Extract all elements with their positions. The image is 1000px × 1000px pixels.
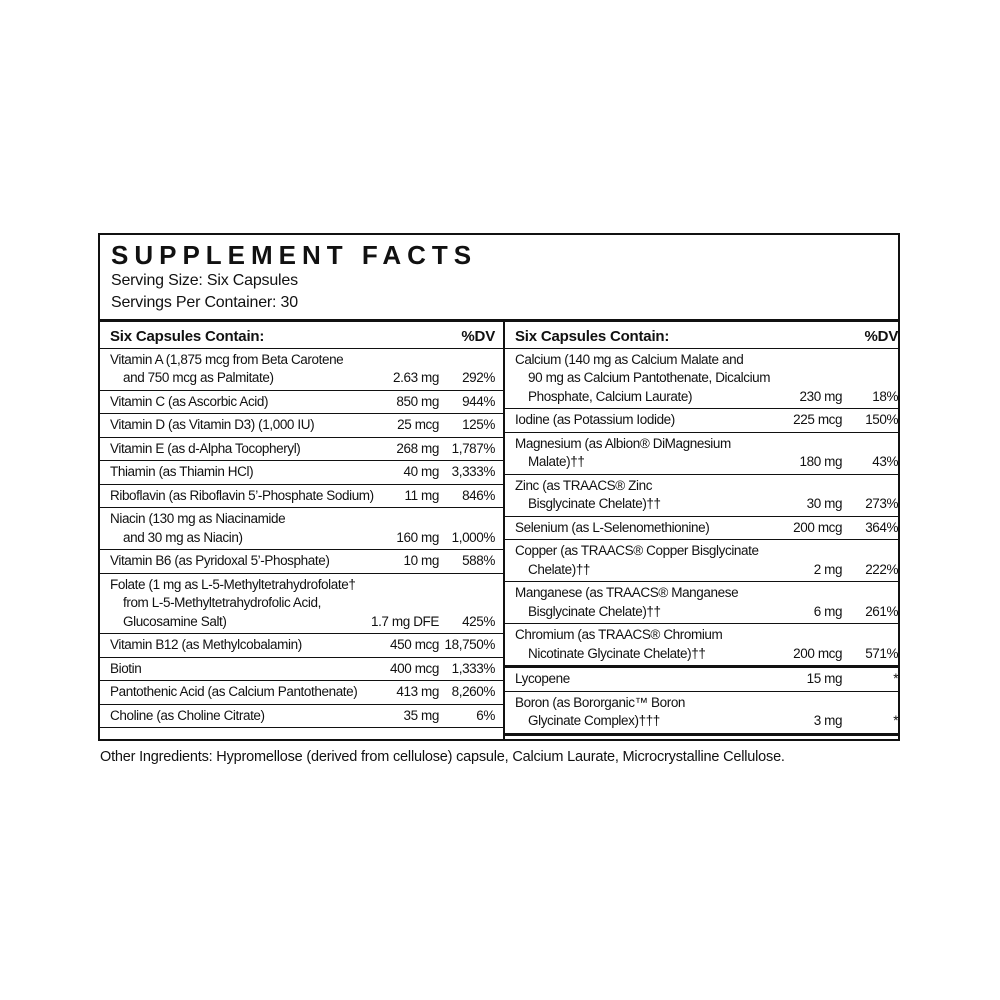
nutrient-dv: 43% [872,454,898,470]
nutrient-row [100,484,503,508]
nutrient-name: Vitamin E (as d-Alpha Tocopheryl) [110,440,301,456]
column-header-label: Six Capsules Contain: [110,327,265,345]
nutrient-amount: 200 mcg [793,645,843,661]
nutrient-row [505,539,898,581]
nutrient-name: Chromium (as TRAACS® Chromium Nicotinate Glycinate Chelate)†† [515,627,723,661]
nutrient-name: Thiamin (as Thiamin HCl) [110,464,254,480]
dv-footnote [505,733,898,739]
nutrient-row [100,549,503,573]
nutrient-row [505,581,898,623]
panel-header [100,235,898,319]
nutrient-amount: 11 mg [404,487,439,503]
nutrient-row [100,680,503,704]
nutrient-dv: 6% [476,707,495,723]
nutrient-name: Magnesium (as Albion® DiMagnesium Malate)†† [515,435,731,470]
nutrient-dv: 222% [865,561,898,577]
nutrient-name: Choline (as Choline Citrate) [110,707,265,723]
nutrient-dv: 1,333% [451,660,495,676]
nutrient-name: Boron (as Bororganic™ Boron Glycinate Complex)††† [515,694,686,729]
nutrient-amount: 225 mcg [793,412,843,428]
nutrient-amount: 200 mcg [793,519,843,535]
nutrient-name: Vitamin B12 (as Methylcobalamin) [110,637,302,653]
servings-per-container: Servings Per Container: 30 [111,293,298,311]
nutrient-amount: 400 mcg [390,660,439,676]
nutrient-dv: 273% [865,496,898,512]
nutrient-dv: 292% [462,370,495,386]
nutrient-name: Vitamin B6 (as Pyridoxal 5’-Phosphate) [110,553,330,569]
nutrient-row [100,507,503,549]
nutrient-amount: 450 mcg [390,637,439,653]
nutrient-dv: 8,260% [451,684,495,700]
nutrient-row [100,633,503,657]
nutrient-name: Zinc (as TRAACS® Zinc Bisglycinate Chelate)†† [515,477,661,512]
nutrient-name: Riboflavin (as Riboflavin 5’-Phosphate Sodium) [110,487,374,503]
nutrient-dv: 261% [865,603,898,619]
nutrient-amount: 40 mg [403,464,439,480]
nutrient-row [100,573,503,634]
column-header-left [100,322,503,349]
nutrient-dv: 571% [865,645,898,661]
facts-columns [100,319,898,739]
nutrient-dv: 1,787% [451,440,495,456]
nutrient-dv: * [893,713,898,729]
nutrient-name: Iodine (as Potassium Iodide) [515,412,675,428]
nutrient-dv: 18% [872,388,898,404]
nutrient-name: Folate (1 mg as L-5-Methyltetrahydrofolate† from L-5-Methyltetrahydrofolic Acid, Glucosamine Salt) [110,576,356,629]
nutrient-name: Biotin [110,660,142,676]
nutrient-name: Pantothenic Acid (as Calcium Pantothenate) [110,684,358,700]
nutrient-row [100,657,503,681]
nutrient-row [505,623,898,665]
nutrient-amount: 2.63 mg [393,370,439,386]
serving-size: Serving Size: Six Capsules [111,271,298,289]
facts-column-left [100,322,505,739]
nutrient-amount: 3 mg [813,713,843,729]
nutrient-amount: 15 mg [806,671,843,687]
nutrient-amount: 30 mg [806,496,843,512]
nutrient-name: Niacin (130 mg as Niacinamide and 30 mg as Niacin) [110,511,286,545]
nutrient-row [100,413,503,437]
column-header-right [505,322,898,349]
nutrient-row [100,437,503,461]
nutrient-row [100,460,503,484]
nutrient-dv: 588% [462,553,495,569]
dv-header: %DV [864,327,898,345]
nutrient-amount: 413 mg [396,684,439,700]
nutrient-dv: 1,000% [451,529,495,545]
nutrient-amount: 850 mg [396,393,439,409]
nutrient-dv: 125% [462,417,495,433]
nutrient-dv: 3,333% [451,464,495,480]
nutrient-dv: 150% [865,412,898,428]
nutrient-amount: 35 mg [403,707,439,723]
nutrient-amount: 160 mg [396,529,439,545]
column-header-label: Six Capsules Contain: [515,327,670,345]
nutrient-name: Calcium (140 mg as Calcium Malate and 90 mg as Calcium Pantothenate, Dicalcium Phosphate, Calcium Laurate) [515,351,771,404]
facts-column-right [505,322,898,739]
nutrient-amount: 180 mg [799,454,843,470]
nutrient-name: Copper (as TRAACS® Copper Bisglycinate Chelate)†† [515,543,759,577]
nutrient-row [505,516,898,540]
dv-header: %DV [461,327,495,345]
nutrient-amount: 1.7 mg DFE [370,613,439,629]
nutrient-rows-right [505,349,898,733]
nutrient-name: Vitamin A (1,875 mcg from Beta Carotene and 750 mcg as Palmitate) [110,351,344,386]
nutrient-row [505,408,898,432]
nutrient-row [100,704,503,728]
nutrient-amount: 6 mg [813,603,843,619]
nutrient-dv: 846% [462,487,495,503]
nutrient-amount: 25 mcg [397,417,439,433]
nutrient-row [505,349,898,409]
nutrient-row [505,432,898,474]
nutrient-dv: 425% [462,613,495,629]
nutrient-name: Vitamin C (as Ascorbic Acid) [110,393,269,409]
nutrient-row [100,390,503,414]
nutrient-amount: 230 mg [799,388,843,404]
other-ingredients: Other Ingredients: Hypromellose (derived from cellulose) capsule, Calcium Laurate, Microcrystalline Cellulose. [100,749,785,765]
nutrient-dv: * [893,671,898,687]
nutrient-name: Lycopene [515,671,570,687]
nutrient-amount: 2 mg [813,561,843,577]
panel-title: SUPPLEMENT FACTS [111,240,478,270]
nutrient-name: Selenium (as L-Selenomethionine) [515,519,710,535]
nutrient-dv: 944% [462,393,495,409]
nutrient-row [100,349,503,390]
nutrient-name: Manganese (as TRAACS® Manganese Bisglycinate Chelate)†† [515,585,739,619]
nutrient-rows-left [100,349,503,729]
nutrient-amount: 268 mg [396,440,439,456]
nutrient-dv: 18,750% [444,637,495,653]
nutrient-name: Vitamin D (as Vitamin D3) (1,000 IU) [110,417,315,433]
nutrient-row [505,474,898,516]
nutrient-amount: 10 mg [403,553,439,569]
supplement-facts-panel [98,233,900,741]
nutrient-dv: 364% [865,519,898,535]
nutrient-row [505,691,898,733]
nutrient-row [505,665,898,691]
